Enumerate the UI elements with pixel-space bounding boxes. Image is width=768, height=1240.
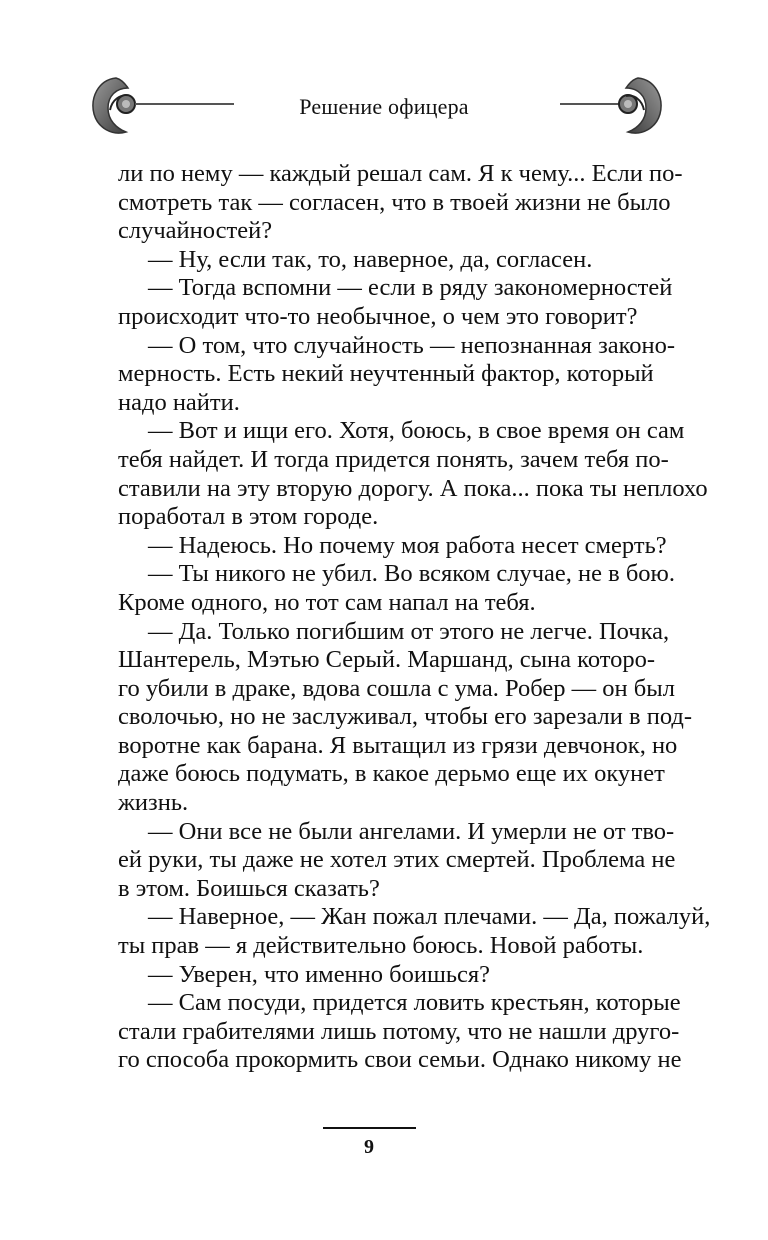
- text-line: — Тогда вспомни — если в ряду закономерностей: [148, 274, 673, 302]
- body-text: [118, 160, 711, 1075]
- text-line: жизнь.: [118, 789, 189, 817]
- text-line: Кроме одного, но тот сам напал на тебя.: [118, 588, 536, 616]
- text-line: мерность. Есть некий неучтенный фактор, который: [118, 360, 654, 388]
- text-line: сволочью, но не заслуживал, чтобы его зарезали в под-: [118, 703, 692, 731]
- text-line: — Ну, если так, то, наверное, да, согласен.: [148, 245, 593, 273]
- text-line: ли по нему — каждый решал сам. Я к чему... Если по-: [118, 160, 683, 187]
- text-line: смотреть так — согласен, что в твоей жизни не было: [118, 188, 671, 216]
- text-line: Шантерель, Мэтью Серый. Маршанд, сына которо-: [118, 646, 656, 674]
- text-line: — Ты никого не убил. Во всяком случае, не в бою.: [148, 560, 675, 588]
- text-line: происходит что-то необычное, о чем это говорит?: [118, 302, 638, 330]
- text-line: — Надеюсь. Но почему моя работа несет смерть?: [148, 531, 667, 559]
- text-line: ей руки, ты даже не хотел этих смертей. Проблема не: [118, 846, 676, 874]
- text-line: в этом. Боишься сказать?: [118, 874, 380, 902]
- page-header: [0, 70, 768, 140]
- page-number: 9: [364, 1136, 374, 1158]
- text-line: — Да. Только погибшим от этого не легче. Почка,: [148, 617, 670, 645]
- text-line: ты прав — я действительно боюсь. Новой работы.: [118, 932, 644, 960]
- text-line: воротне как барана. Я вытащил из грязи девчонок, но: [118, 731, 678, 759]
- text-line: — Вот и ищи его. Хотя, боюсь, в свое время он сам: [148, 417, 685, 445]
- text-line: поработал в этом городе.: [118, 503, 379, 531]
- footer-rule: [323, 1127, 416, 1129]
- text-line: — Наверное, — Жан пожал плечами. — Да, пожалуй,: [148, 903, 711, 931]
- text-line: го убили в драке, вдова сошла с ума. Робер — он был: [118, 674, 675, 702]
- text-line: надо найти.: [118, 388, 240, 416]
- text-line: даже боюсь подумать, в какое дерьмо еще их окунет: [118, 760, 665, 788]
- right-scroll-ornament-icon: [560, 70, 670, 140]
- text-line: — Сам посуди, придется ловить крестьян, которые: [148, 989, 681, 1017]
- text-line: ставили на эту вторую дорогу. А пока... пока ты неплохо: [118, 474, 708, 502]
- text-line: тебя найдет. И тогда придется понять, зачем тебя по-: [118, 445, 669, 473]
- text-line: — О том, что случайность — непознанная законо-: [148, 331, 676, 359]
- text-line: — Уверен, что именно боишься?: [148, 960, 491, 988]
- text-line: го способа прокормить свои семьи. Однако никому не: [118, 1046, 682, 1074]
- text-line: — Они все не были ангелами. И умерли не от тво-: [148, 817, 675, 845]
- text-line: стали грабителями лишь потому, что не нашли друго-: [118, 1017, 680, 1045]
- running-title: Решение офицера: [299, 94, 469, 119]
- text-line: случайностей?: [118, 217, 273, 245]
